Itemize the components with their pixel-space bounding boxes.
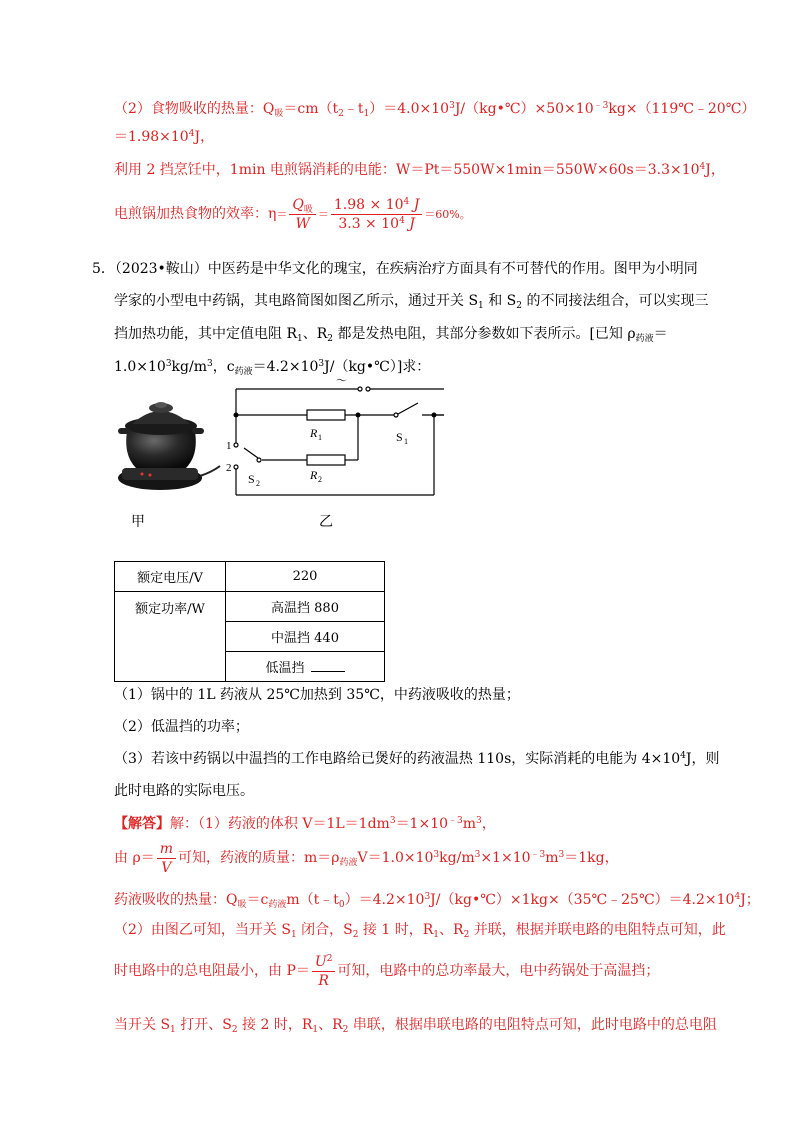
supply-terminal-left	[358, 387, 362, 391]
density-fraction	[157, 840, 176, 877]
sup: 2	[326, 953, 333, 964]
switch-s1-blade	[398, 403, 418, 414]
label-s1: S	[396, 430, 403, 444]
label-terminal-1: 1	[226, 440, 232, 452]
text: 1.98 × 10	[333, 196, 404, 213]
subquestion-3-cont: 此时电路的实际电压。	[114, 783, 254, 799]
sup: ﹣3	[448, 816, 463, 826]
rated-power-label: 额定功率/W	[115, 592, 226, 682]
sup: 4	[188, 129, 195, 139]
label-r2: R	[310, 468, 318, 482]
text: J，	[705, 162, 725, 178]
label-terminal-2: 2	[226, 462, 232, 474]
text: R	[318, 972, 329, 989]
sup: 3	[424, 892, 431, 902]
text: kg/m	[439, 850, 475, 866]
sub: 吸	[274, 109, 284, 119]
sup: 3	[165, 359, 172, 369]
sup: 3	[558, 850, 565, 860]
text: （3）若该中药锅以中温挡的工作电路给已煲好的药液温热 110s，实际消耗的电能为 4×10	[114, 751, 681, 767]
sup: 4	[699, 162, 706, 172]
sup: 4	[399, 215, 405, 226]
question-line-1: 5．（2023•鞍山）中医药是中华文化的瑰宝，在疾病治疗方面具有不可替代的作用。图甲为小明同	[92, 261, 698, 277]
efficiency-fraction-2	[331, 196, 422, 233]
sub: 1	[363, 109, 370, 119]
label-s2-sub: 2	[256, 479, 260, 488]
sup: 4	[734, 892, 741, 902]
text: 利用 2 挡烹饪中，1min 电煎锅消耗的电能：W＝Pt＝550W×1min＝550W×60s＝3.3×10	[114, 162, 700, 178]
prev-answer-line-3	[114, 161, 725, 179]
text: ，	[481, 816, 496, 832]
sup: 3	[318, 359, 325, 369]
text: 、R	[302, 326, 328, 342]
terminal-1	[234, 443, 238, 447]
text: ﹣t	[343, 101, 364, 117]
supply-terminal-right	[366, 387, 370, 391]
answer-line-5	[114, 950, 659, 992]
sup: 4	[680, 751, 686, 761]
prev-answer-line-2	[114, 128, 214, 146]
answer-line-3	[114, 891, 760, 909]
switch-s2-blade	[244, 448, 258, 458]
text: 可知，药液的质量：m＝ρ	[177, 850, 340, 866]
rated-voltage-value: 220	[226, 562, 385, 592]
text: ）＝4.0×10	[369, 101, 450, 117]
text: 1.0×10	[114, 359, 166, 375]
text: 、R	[318, 1017, 343, 1033]
sub: 药液	[339, 858, 358, 868]
text: m	[157, 840, 176, 859]
text: 、R	[439, 922, 464, 938]
caption-yi: 乙	[319, 514, 333, 530]
efficiency-fraction-1	[289, 196, 316, 233]
text: U	[314, 953, 327, 970]
text: 并联，根据并联电路的电阻特点可知，此	[469, 922, 726, 938]
text: ，c	[212, 359, 235, 375]
answer-line-4	[114, 921, 726, 939]
power-cord	[200, 466, 220, 476]
text: 的不同接法组合，可以实现三	[522, 293, 709, 309]
label-r1: R	[310, 426, 318, 440]
text: 挡加热功能，其中定值电阻 R	[114, 326, 297, 342]
text: m	[545, 850, 559, 866]
answer-line-2	[114, 838, 619, 878]
text: （2）由图乙可知，当开关 S	[114, 922, 291, 938]
sub: 2	[327, 334, 334, 344]
text: J，则	[685, 751, 720, 767]
text: 打开、S	[175, 1017, 232, 1033]
sub: 1	[312, 1025, 319, 1035]
text: 闭合，S	[296, 922, 353, 938]
power-fraction	[312, 953, 336, 990]
sup: ﹣3	[530, 850, 546, 860]
text: ＝1×10	[395, 816, 449, 832]
sup: 3	[476, 816, 482, 826]
sup: 3	[474, 850, 481, 860]
text: ＝1.98×10	[114, 129, 189, 145]
text: 都是发热电阻，其部分参数如下表所示。[已知 ρ	[333, 326, 636, 342]
label-r2-sub: 2	[318, 475, 322, 484]
sub: 2	[463, 930, 470, 940]
sub: 0	[338, 900, 345, 910]
sub: 1	[297, 334, 303, 344]
sub: 药液	[234, 367, 253, 377]
answer-tag: 【解答】	[114, 816, 170, 832]
prev-answer-line-1	[114, 100, 755, 118]
text: J/（kg•℃）×1kg×（35℃﹣25℃）＝4.2×10	[430, 892, 735, 908]
label-s1-sub: 1	[404, 437, 408, 446]
text: 3.3 × 10	[338, 215, 400, 232]
subquestion-1: （1）锅中的 1L 药液从 25℃加热到 35℃，中药液吸收的热量；	[114, 687, 520, 703]
high-gear-power: 高温挡 880	[226, 592, 385, 622]
text: ＝c	[246, 892, 269, 908]
text: kg×（119℃﹣20℃）	[608, 101, 756, 117]
text: 当开关 S	[114, 1017, 171, 1033]
text: 接 1 时，R	[358, 922, 434, 938]
text: 电煎锅加热食物的效率：η	[114, 206, 277, 222]
text: 接 2 时，R	[237, 1017, 313, 1033]
text: J；	[740, 892, 760, 908]
text: 由 ρ＝	[114, 850, 155, 866]
medicine-pot-photo	[112, 384, 222, 496]
text: ＝cm（t	[283, 101, 339, 117]
switch-s2-pivot	[257, 458, 261, 462]
text: 可知，电路中的总功率最大，电中药锅处于高温挡；	[337, 963, 660, 979]
rated-voltage-label: 额定电压/V	[115, 562, 226, 592]
answer-line-1	[114, 815, 496, 833]
text: ＝	[276, 208, 288, 221]
text: kg/m	[171, 359, 207, 375]
text: ）＝4.2×10	[344, 892, 425, 908]
low-gear-label: 低温挡	[265, 661, 305, 676]
subquestion-2: （2）低温挡的功率；	[114, 719, 249, 735]
sup: ﹣3	[593, 101, 609, 111]
text: J	[404, 215, 415, 232]
sup: 4	[403, 196, 410, 207]
caption-jia: 甲	[131, 514, 145, 530]
sub: 1	[170, 1025, 176, 1035]
sub: 1	[433, 930, 440, 940]
text: 串联，根据串联电路的电阻特点可知，此时电路中的总电阻	[348, 1017, 717, 1033]
sub: 药液	[268, 900, 287, 910]
text: ×1×10	[480, 850, 531, 866]
text: 和 S	[483, 293, 517, 309]
low-gear-power	[226, 652, 385, 682]
question-line-2	[114, 292, 708, 310]
sub: 1	[290, 930, 297, 940]
sup: 3	[449, 101, 455, 111]
text: V＝1.0×10	[357, 850, 434, 866]
terminal-2	[234, 465, 238, 469]
sub: 2	[342, 1025, 349, 1035]
answer-line-6	[114, 1016, 717, 1034]
text: m（t﹣t	[286, 892, 339, 908]
sup: 3	[433, 850, 440, 860]
resistor-r1	[307, 410, 345, 420]
text: Q	[292, 196, 304, 213]
text: J/（kg•℃）×50×10	[454, 101, 594, 117]
text: W	[295, 215, 310, 232]
sub: 2	[338, 109, 344, 119]
mid-gear-power: 中温挡 440	[226, 622, 385, 652]
text: J，	[194, 129, 215, 145]
resistor-r2	[307, 455, 345, 465]
text: J	[409, 196, 420, 213]
sub: 吸	[237, 900, 247, 910]
sup: 3	[206, 359, 213, 369]
switch-s1-contact	[394, 413, 398, 417]
sup: 3	[389, 816, 396, 826]
sub: 2	[516, 301, 523, 311]
text: V	[161, 859, 172, 876]
circuit-diagram	[222, 377, 452, 497]
sub: 2	[231, 1025, 238, 1035]
sub: 吸	[303, 204, 313, 215]
prev-answer-line-4	[114, 194, 471, 235]
text: 解：（1）药液的体积 V＝1L＝1dm	[170, 816, 390, 832]
text: ＝	[653, 326, 668, 342]
text: ＝1kg，	[564, 850, 619, 866]
text: m	[462, 816, 477, 832]
text: ＝4.2×10	[252, 359, 319, 375]
text: ＝	[317, 208, 329, 221]
label-r1-sub: 1	[318, 433, 322, 442]
parameters-table	[114, 561, 385, 682]
subquestion-3	[114, 750, 720, 768]
sub: 药液	[635, 334, 654, 344]
question-line-3	[114, 325, 668, 343]
text: 学家的小型电中药锅，其电路简图如图乙所示，通过开关 S	[114, 293, 479, 309]
ac-symbol: ～	[336, 377, 347, 387]
label-s2: S	[248, 472, 255, 486]
sub: 2	[352, 930, 359, 940]
text: ＝60%。	[424, 208, 471, 221]
text: 时电路中的总电阻最小，由 P＝	[114, 963, 310, 979]
answer-blank	[311, 659, 345, 672]
text: （2）食物吸收的热量：Q	[114, 101, 275, 117]
sub: 1	[478, 301, 484, 311]
text: 药液吸收的热量：Q	[114, 892, 238, 908]
question-line-4	[114, 358, 430, 376]
text: J/（kg•℃）]求：	[324, 359, 431, 375]
